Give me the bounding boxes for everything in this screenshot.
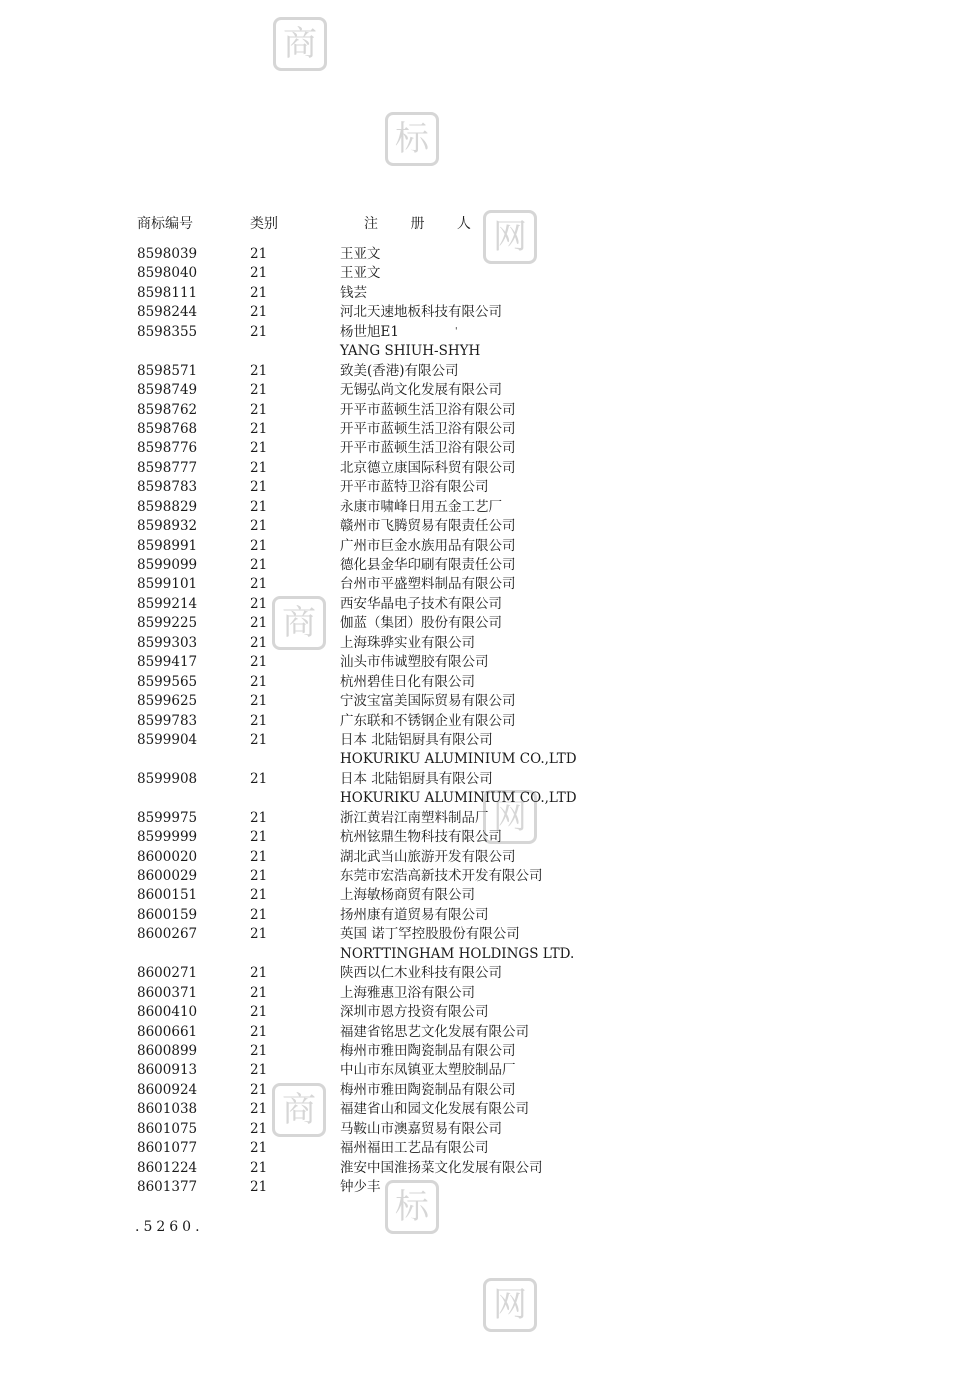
trademark-number: 8599904 [137,731,198,748]
class-number: 21 [250,829,268,846]
trademark-number: 8599975 [137,809,198,826]
registrant-name: 上海珠骅实业有限公司 [340,634,475,651]
registrant-name: 湖北武当山旅游开发有限公司 [340,848,516,865]
table-row [0,634,980,653]
registrant-name: 日本 北陆铝厨具有限公司 [340,731,493,748]
table-row [0,478,980,497]
table-row [0,906,980,925]
watermark-shang: 商 [273,17,327,71]
table-row [0,303,980,322]
registrant-name: 西安华晶电子技术有限公司 [340,595,502,612]
registrant-name: 扬州康有道贸易有限公司 [340,906,489,923]
class-number: 21 [250,362,268,379]
stray-mark: ' [455,326,458,337]
class-number: 21 [250,459,268,476]
class-number: 21 [250,246,268,262]
trademark-number: 8601377 [137,1179,198,1195]
class-number: 21 [250,284,268,301]
trademark-number: 8599099 [137,557,198,573]
registration-list [0,245,980,1197]
table-row [0,1120,980,1139]
header-registrant: 注 册 人 [364,216,485,232]
trademark-number: 8599625 [137,693,198,710]
class-number: 21 [250,965,268,982]
class-number: 21 [250,848,268,865]
header-trademark-number: 商标编号 [137,216,193,232]
trademark-number: 8599214 [137,595,198,612]
class-number: 21 [250,1062,268,1079]
registrant-name: HOKURIKU ALUMINIUM CO.,LTD [340,751,577,768]
table-row [0,401,980,420]
trademark-number: 8600913 [137,1062,198,1079]
table-row [0,1159,980,1178]
table-row [0,1023,980,1042]
registrant-name: 河北天速地板科技有限公司 [340,304,502,321]
watermark-biao: 标 [385,1180,439,1234]
class-number: 21 [250,673,268,690]
page-number: .5260. [135,1219,204,1235]
table-row [0,284,980,303]
trademark-number: 8601077 [137,1140,198,1157]
class-number: 21 [250,906,268,923]
class-number: 21 [250,382,268,399]
table-row [0,1003,980,1022]
class-number: 21 [250,770,268,787]
trademark-number: 8599999 [137,829,198,846]
table-row [0,362,980,381]
registrant-name: 钟少丰 [340,1179,381,1195]
trademark-number: 8600151 [137,887,198,904]
watermark-wang: 网 [483,210,537,264]
class-number: 21 [250,518,268,535]
table-row [0,673,980,692]
class-number: 21 [250,1120,268,1137]
registrant-name: 广州市巨金水族用品有限公司 [340,537,516,554]
table-row [0,848,980,867]
trademark-number: 8598829 [137,498,198,515]
registrant-name: 广东联和不锈钢企业有限公司 [340,712,516,729]
trademark-number: 8598244 [137,304,198,321]
trademark-number: 8600020 [137,848,198,865]
registrant-name: 福州福田工艺品有限公司 [340,1140,489,1157]
table-row [0,1100,980,1119]
table-row [0,964,980,983]
trademark-number: 8599565 [137,673,198,690]
table-row [0,420,980,439]
registrant-name: 福建省铭思艺文化发展有限公司 [340,1023,529,1040]
registrant-name: 福建省山和园文化发展有限公司 [340,1101,529,1118]
class-number: 21 [250,654,268,671]
trademark-number: 8598768 [137,420,198,437]
registrant-name: 深圳市恩方投资有限公司 [340,1004,489,1021]
class-number: 21 [250,926,268,943]
registrant-name: 淮安中国淮扬菜文化发展有限公司 [340,1159,543,1176]
trademark-number: 8600661 [137,1023,198,1040]
table-row [0,614,980,633]
class-number: 21 [250,576,268,593]
class-number: 21 [250,887,268,904]
table-row [0,1061,980,1080]
table-row [0,789,980,808]
class-number: 21 [250,615,268,632]
registrant-name: 钱芸 [340,284,367,301]
registrant-name: 赣州市飞腾贸易有限责任公司 [340,518,516,535]
table-row [0,984,980,1003]
class-number: 21 [250,693,268,710]
table-row [0,886,980,905]
registrant-name: 永康市啸峰日用五金工艺厂 [340,498,502,515]
table-row [0,556,980,575]
trademark-number: 8600271 [137,965,198,982]
trademark-number: 8599908 [137,770,198,787]
table-row [0,809,980,828]
registrant-name: 梅州市雅田陶瓷制品有限公司 [340,1081,516,1098]
trademark-number: 8601038 [137,1101,198,1118]
table-row [0,828,980,847]
class-number: 21 [250,595,268,612]
class-number: 21 [250,537,268,554]
class-number: 21 [250,498,268,515]
registrant-name: 致美(香港)有限公司 [340,362,459,379]
class-number: 21 [250,731,268,748]
registrant-name: 上海雅惠卫浴有限公司 [340,984,475,1001]
trademark-number: 8598040 [137,265,198,282]
class-number: 21 [250,401,268,418]
trademark-number: 8599783 [137,712,198,729]
trademark-number: 8599417 [137,654,198,671]
table-row [0,459,980,478]
trademark-number: 8598762 [137,401,198,418]
trademark-number: 8598932 [137,518,198,535]
trademark-number: 8600159 [137,906,198,923]
class-number: 21 [250,479,268,496]
registrant-name: 英国 诺丁罕控股股份有限公司 [340,926,520,943]
header-class: 类别 [250,216,278,232]
registrant-name: 开平市蓝特卫浴有限公司 [340,479,489,496]
trademark-number: 8598749 [137,382,198,399]
table-row [0,1081,980,1100]
class-number: 21 [250,1140,268,1157]
registrant-name: 日本 北陆铝厨具有限公司 [340,770,493,787]
class-number: 21 [250,868,268,884]
trademark-number: 8598991 [137,537,198,554]
watermark-shang: 商 [272,1083,326,1137]
trademark-number: 8601224 [137,1159,198,1176]
trademark-number: 8598777 [137,459,198,476]
trademark-number: 8600410 [137,1004,198,1021]
table-row [0,1178,980,1197]
registrant-name: 马鞍山市澳嘉贸易有限公司 [340,1120,502,1137]
registrant-name: 台州市平盛塑料制品有限公司 [340,576,516,593]
trademark-number: 8598111 [137,284,198,301]
registrant-name: 开平市蓝顿生活卫浴有限公司 [340,401,516,418]
table-row [0,498,980,517]
table-row [0,653,980,672]
trademark-number: 8601075 [137,1120,198,1137]
class-number: 21 [250,1081,268,1098]
table-row [0,264,980,283]
registrant-name: 杭州碧佳日化有限公司 [340,673,475,690]
trademark-number: 8598571 [137,362,198,379]
class-number: 21 [250,1042,268,1059]
registrant-name: 德化县金华印刷有限责任公司 [340,557,516,573]
trademark-number: 8598355 [137,323,198,340]
registrant-name: 王亚文 [340,246,381,262]
trademark-number: 8600029 [137,868,198,884]
trademark-number: 8599225 [137,615,198,632]
table-row [0,537,980,556]
table-row [0,1139,980,1158]
class-number: 21 [250,634,268,651]
class-number: 21 [250,1023,268,1040]
watermark-wang: 网 [483,1278,537,1332]
registrant-name: HOKURIKU ALUMINIUM CO.,LTD [340,790,577,807]
table-row [0,575,980,594]
trademark-number: 8599101 [137,576,198,593]
table-row [0,750,980,769]
class-number: 21 [250,984,268,1001]
table-row [0,692,980,711]
table-row [0,323,980,342]
trademark-number: 8600899 [137,1042,198,1059]
watermark-biao: 标 [385,112,439,166]
class-number: 21 [250,809,268,826]
trademark-number: 8598783 [137,479,198,496]
table-row [0,245,980,264]
table-row [0,1042,980,1061]
class-number: 21 [250,304,268,321]
registrant-name: 杨世旭E1 [340,323,399,340]
registrant-name: YANG SHIUH-SHYH [340,343,481,360]
registrant-name: 汕头市伟诚塑胶有限公司 [340,654,489,671]
registrant-name: 陕西以仁木业科技有限公司 [340,965,502,982]
registrant-name: 宁波宝富美国际贸易有限公司 [340,693,516,710]
class-number: 21 [250,1004,268,1021]
trademark-number: 8600267 [137,926,198,943]
registrant-name: NORTTINGHAM HOLDINGS LTD. [340,945,575,962]
table-row [0,925,980,944]
trademark-number: 8600924 [137,1081,198,1098]
trademark-number: 8598776 [137,440,198,457]
table-row [0,867,980,886]
registrant-name: 东莞市宏浩高新技术开发有限公司 [340,868,543,884]
class-number: 21 [250,712,268,729]
class-number: 21 [250,323,268,340]
watermark-wang: 网 [483,790,537,844]
trademark-number: 8598039 [137,246,198,262]
registrant-name: 梅州市雅田陶瓷制品有限公司 [340,1042,516,1059]
registrant-name: 杭州铉鼎生物科技有限公司 [340,829,502,846]
registrant-name: 上海敏杨商贸有限公司 [340,887,475,904]
registrant-name: 伽蓝（集团）股份有限公司 [340,615,502,632]
registrant-name: 开平市蓝顿生活卫浴有限公司 [340,440,516,457]
class-number: 21 [250,1159,268,1176]
table-row [0,381,980,400]
class-number: 21 [250,420,268,437]
table-row [0,342,980,361]
table-row [0,517,980,536]
table-row [0,770,980,789]
registrant-name: 无锡弘尚文化发展有限公司 [340,382,502,399]
watermark-shang: 商 [272,596,326,650]
class-number: 21 [250,557,268,573]
class-number: 21 [250,1101,268,1118]
registrant-name: 开平市蓝顿生活卫浴有限公司 [340,420,516,437]
class-number: 21 [250,440,268,457]
registrant-name: 中山市东凤镇亚太塑胶制品厂 [340,1062,516,1079]
table-row [0,712,980,731]
trademark-number: 8600371 [137,984,198,1001]
table-row [0,731,980,750]
registrant-name: 北京德立康国际科贸有限公司 [340,459,516,476]
table-header [0,213,980,233]
registrant-name: 浙江黄岩江南塑料制品厂 [340,809,489,826]
table-row [0,439,980,458]
class-number: 21 [250,1179,268,1195]
registrant-name: 王亚文 [340,265,381,282]
table-row [0,595,980,614]
class-number: 21 [250,265,268,282]
trademark-number: 8599303 [137,634,198,651]
table-row [0,945,980,964]
